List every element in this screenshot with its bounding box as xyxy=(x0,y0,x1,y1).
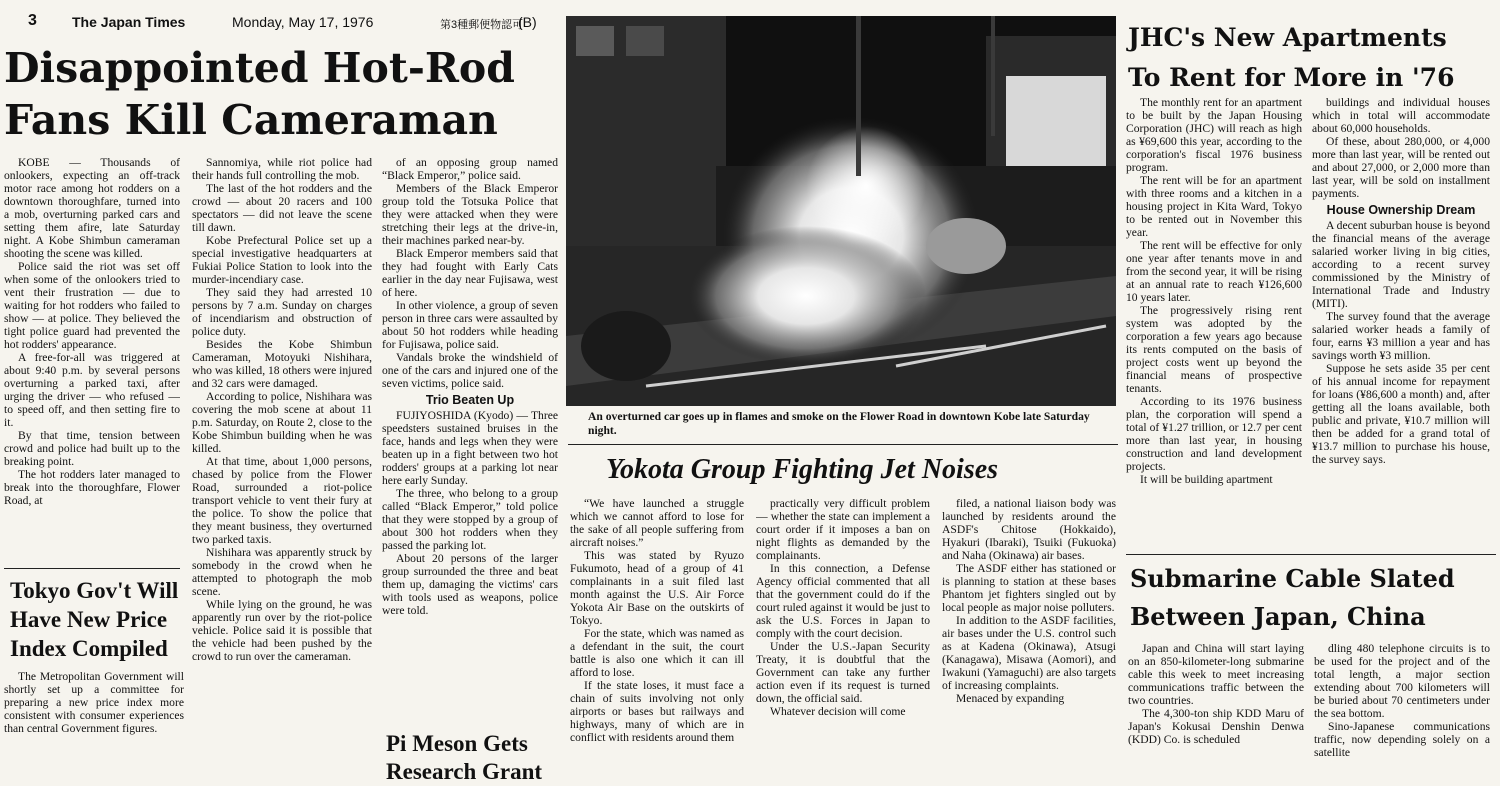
paragraph: The monthly rent for an apartment to be built by the Japan Housing Corporation (JHC) will reach as high as ¥69,600 this year, according to the corporation's fiscal 1976 business program. xyxy=(1126,96,1302,174)
story1-column-1 xyxy=(4,156,180,570)
story5-column-2 xyxy=(1312,96,1490,546)
story5-headline xyxy=(1128,18,1498,98)
paragraph: The rent will be for an apartment with three rooms and a kitchen in a housing project in Kita Ward, Tokyo to be rented out in November this year. xyxy=(1126,174,1302,239)
story4-headline: Yokota Group Fighting Jet Noises xyxy=(606,454,999,485)
story5-column-1 xyxy=(1126,96,1302,546)
news-photo xyxy=(566,16,1116,406)
paragraph: In this connection, a Defense Agency official commented that all that the government could do if the court ruled against it would be just to ask the U.S. Forces in Japan to comply with the court decision. xyxy=(756,562,930,640)
paragraph: Suppose he sets aside 35 per cent of his annual income for repayment for loans (¥86,600 a month) and, after getting all the loans available, both public and private, ¥10.7 million will then be added for a grand total of ¥13.7 million to purchase his house, the survey says. xyxy=(1312,362,1490,466)
paragraph: It will be building apartment xyxy=(1140,473,1273,486)
divider xyxy=(4,568,180,569)
paragraph: Kobe Prefectural Police set up a special investigative headquarters at Fukiai Police Station to look into the murder-incendiary case. xyxy=(192,234,372,286)
paragraph: At that time, about 1,000 persons, chased by police from the Flower Road, surrounded a riot-police transport vehicle to vent their fury at the police. To show the police that they meant business, they overturned two parked taxis. xyxy=(192,455,372,546)
divider xyxy=(1126,554,1496,555)
photo-caption: An overturned car goes up in flames and smoke on the Flower Road in downtown Kobe late Saturday night. xyxy=(588,410,1090,437)
masthead xyxy=(0,12,560,36)
story2-headline xyxy=(10,576,182,663)
story5-headline-line2: To Rent for More in '76 xyxy=(1128,63,1455,92)
story2-headline-line1: Tokyo Gov't Will xyxy=(10,578,179,603)
paragraph: The three, who belong to a group called “Black Emperor,” told police that they were stopped by a group of about 300 hot rodders when they passed the parking lot. xyxy=(382,487,558,552)
paragraph: The 4,300-ton ship KDD Maru of Japan's Kokusai Denshin Denwa (KDD) Co. is scheduled xyxy=(1128,707,1304,746)
paragraph: By that time, tension between crowd and police had built up to the breaking point. xyxy=(4,429,180,468)
paragraph: They said they had arrested 10 persons by 7 a.m. Sunday on charges of incendiarism and obstruction of police duty. xyxy=(192,286,372,338)
paragraph: dling 480 telephone circuits is to be used for the project and of the total length, a major section extending about 700 kilometers will be buried about 70 centimeters under the sea bottom. xyxy=(1314,642,1490,720)
paragraph: About 20 persons of the larger group surrounded the three and beat them up, damaging the victims' cars with tools used as weapons, police were told. xyxy=(382,552,558,617)
paragraph: KOBE — Thousands of onlookers, expecting an off-track motor race among hot rodders on a downtown thoroughfare, turned into a mob, overturning parked cars and setting them afire, late Saturday night. A Kobe Shimbun cameraman shooting the scene was killed. xyxy=(4,156,180,260)
paragraph: Vandals broke the windshield of one of the cars and injured one of the seven victims, police said. xyxy=(382,351,558,390)
story3-headline xyxy=(386,730,562,786)
story3-headline-line2: Research Grant xyxy=(386,759,543,784)
story6-column-2 xyxy=(1314,642,1490,765)
story1-column-3 xyxy=(382,156,558,722)
story6-headline xyxy=(1130,560,1498,636)
paragraph: Under the U.S.-Japan Security Treaty, it is doubtful that the Government can take any further action even if its request is turned down, the official said. xyxy=(756,640,930,705)
divider xyxy=(568,444,1118,445)
paragraph: The ASDF either has stationed or is planning to station at these bases Phantom jet fighters singled out by local people as major noise polluters. xyxy=(942,562,1116,614)
edition-mark: (B) xyxy=(518,14,537,30)
paragraph: This was stated by Ryuzo Fukumoto, head of a group of 41 complainants in a suit filed last month against the U.S. Air Force Yokota Air Base on the outskirts of Tokyo. xyxy=(570,549,744,627)
story1-column-2 xyxy=(192,156,372,762)
story4-column-2 xyxy=(756,497,930,765)
story6-headline-line1: Submarine Cable Slated xyxy=(1130,564,1455,593)
issue-date: Monday, May 17, 1976 xyxy=(232,14,374,30)
paragraph: The survey found that the average salaried worker heads a family of four, earns ¥3 million a year and has savings worth ¥3 million. xyxy=(1312,310,1490,362)
story5-headline-line1: JHC's New Apartments xyxy=(1128,23,1447,52)
story4-column-1 xyxy=(570,497,744,765)
postal-notice: 第3種郵便物認可 xyxy=(440,19,524,31)
story6-column-1 xyxy=(1128,642,1304,765)
paragraph: Menaced by expanding xyxy=(956,692,1065,705)
paragraph: Black Emperor members said that they had fought with Early Cats earlier in the day near Fujisawa, west of here. xyxy=(382,247,558,299)
paragraph: Sannomiya, while riot police had their hands full controlling the mob. xyxy=(192,156,372,182)
paragraph: The progressively rising rent system was adopted by the corporation a few years ago because its rents computed on the basis of project costs went up beyond the financial means of prospective tenants. xyxy=(1126,304,1302,395)
story1-headline xyxy=(4,42,564,146)
paragraph: In addition to the ASDF facilities, air bases under the U.S. control such as at Kadena (Okinawa), Atsugi (Kanagawa), Misawa (Aomori), and Iwakuni (Yamaguchi) are also targets of increasing complaints. xyxy=(942,614,1116,692)
story2-body xyxy=(4,670,184,765)
paragraph: Whatever decision will come xyxy=(770,705,906,718)
paragraph: For the state, which was named as a defendant in the suit, the court battle is also one which it can ill afford to lose. xyxy=(570,627,744,679)
paragraph: Sino-Japanese communications traffic, now depending solely on a satellite xyxy=(1314,720,1490,759)
paragraph: filed, a national liaison body was launched by residents around the ASDF's Chitose (Hokkaido), Hyakuri (Ibaraki), Tsuiki (Fukuoka) and Naha (Okinawa) air bases. xyxy=(942,497,1116,562)
subheading: Trio Beaten Up xyxy=(425,393,515,407)
page-number: 3 xyxy=(28,12,37,29)
paragraph: Nishihara was apparently struck by somebody in the crowd when he attempted to photograph the mob scene. xyxy=(192,546,372,598)
paragraph: practically very difficult problem — whether the state can implement a court order if it imposes a ban on night flights as demanded by the complainants. xyxy=(756,497,930,562)
paragraph: The last of the hot rodders and the crowd — about 20 racers and 100 spectators — did not leave the scene till dawn. xyxy=(192,182,372,234)
paragraph: The hot rodders later managed to break into the thoroughfare, Flower Road, at xyxy=(4,468,180,507)
paragraph: A free-for-all was triggered at about 9:40 p.m. by several persons overturning a parked taxi, after urging the driver — who refused — to speed off, and then setting fire to it. xyxy=(4,351,180,429)
subheading: House Ownership Dream xyxy=(1326,203,1476,217)
paragraph: of an opposing group named “Black Emperor,” police said. xyxy=(382,156,558,182)
story1-headline-line2: Fans Kill Cameraman xyxy=(4,96,498,144)
paragraph: In other violence, a group of seven person in three cars were assaulted by about 50 hot rodders while heading for Fujisawa, police said. xyxy=(382,299,558,351)
story2-headline-line3: Index Compiled xyxy=(10,636,168,661)
burning-car-photo xyxy=(566,16,1116,406)
paragraph: The Metropolitan Government will shortly set up a committee for preparing a new price index more consistent with consumer experiences than central Government figures. xyxy=(4,670,184,735)
paragraph: Japan and China will start laying on an 850-kilometer-long submarine cable this week to meet increasing communications traffic between the two countries. xyxy=(1128,642,1304,707)
paragraph: Members of the Black Emperor group told the Totsuka Police that they were attacked when they were stretching their legs at the drive-in, their machines parked near-by. xyxy=(382,182,558,247)
paragraph: While lying on the ground, he was apparently run over by the riot-police vehicle. Police said it is possible that the vehicle had been pushed by the crowd to run over the cameraman. xyxy=(192,598,372,663)
newspaper-name: The Japan Times xyxy=(72,14,186,30)
story1-headline-line1: Disappointed Hot-Rod xyxy=(4,44,515,92)
paragraph: Of these, about 280,000, or 4,000 more than last year, will be rented out and about 27,000, or 2,000 more than last year, will be sold on installment payments. xyxy=(1312,135,1490,200)
paragraph: If the state loses, it must face a chain of suits involving not only airports or bases but railways and highways, many of which are in conflict with residents around them xyxy=(570,679,744,744)
paragraph: Police said the riot was set off when some of the onlookers tried to vent their frustration — due to waiting for hot rodders who failed to show — at police. They believed the tight police guard had prevented the hot rodders' appearance. xyxy=(4,260,180,351)
paragraph: According to its 1976 business plan, the corporation will spend a total of ¥1.27 trillion, or 12.7 per cent more than last year, in housing construction and land development projects. xyxy=(1126,395,1302,473)
paragraph: “We have launched a struggle which we cannot afford to lose for the sake of all people suffering from aircraft noises.” xyxy=(570,497,744,549)
paragraph: A decent suburban house is beyond the financial means of the average salaried worker living in big cities, according to a recent survey commissioned by the Ministry of International Trade and Industry (MITI). xyxy=(1312,219,1490,310)
story6-headline-line2: Between Japan, China xyxy=(1130,602,1426,631)
story3-headline-line1: Pi Meson Gets xyxy=(386,731,528,756)
story4-column-3 xyxy=(942,497,1116,765)
story2-headline-line2: Have New Price xyxy=(10,607,168,632)
paragraph: The rent will be effective for only one year after tenants move in and from the second year, it will be rising at an annual rate to reach ¥126,600 10 years later. xyxy=(1126,239,1302,304)
paragraph: Besides the Kobe Shimbun Cameraman, Motoyuki Nishihara, who was killed, 18 others were injured and 32 cars were damaged. xyxy=(192,338,372,390)
paragraph: FUJIYOSHIDA (Kyodo) — Three speedsters sustained bruises in the face, hands and legs when they were beaten up in a fight between two hot rodders' groups at a parking lot near here early Sunday. xyxy=(382,409,558,487)
paragraph: buildings and individual houses which in total will accommodate about 60,000 households. xyxy=(1312,96,1490,135)
paragraph: According to police, Nishihara was covering the mob scene at about 11 p.m. Saturday, on Route 2, close to the Kobe Shimbun building when he was killed. xyxy=(192,390,372,455)
